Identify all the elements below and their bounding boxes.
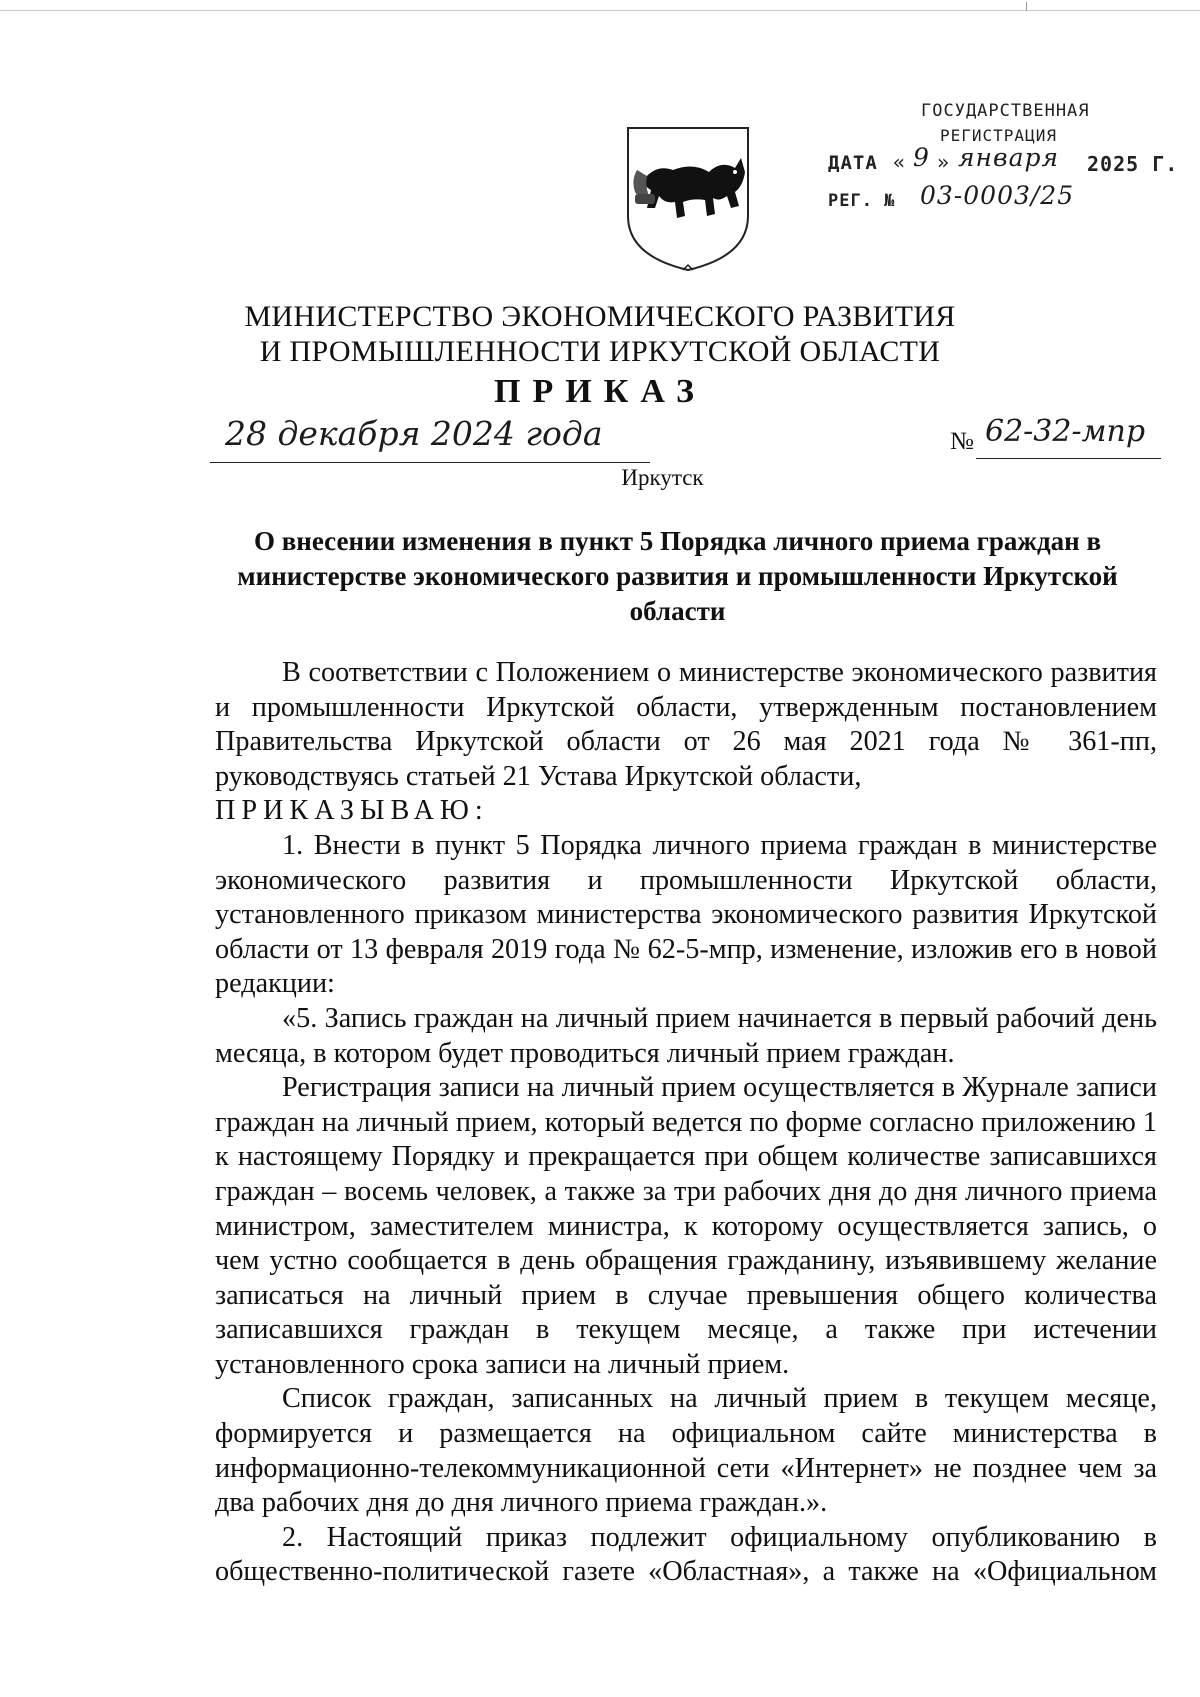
stamp-date-year: 2025 Г. — [1087, 152, 1179, 176]
stamp-reg-label: РЕГ. № — [828, 191, 896, 211]
ministry-name-line1: МИНИСТЕРСТВО ЭКОНОМИЧЕСКОГО РАЗВИТИЯ — [244, 300, 956, 333]
quote-paragraph-1: «5. Запись граждан на личный прием начинается в первый рабочий день месяца, в котором будет проводиться личный прием граждан. — [215, 1002, 1157, 1069]
handwritten-number: 62-32-мпр — [985, 414, 1146, 449]
stamp-date-open-quote: « — [893, 150, 907, 174]
stamp-reg-number: 03-0003/25 — [920, 181, 1075, 210]
item-1-paragraph: 1. Внести в пункт 5 Порядка личного приема граждан в министерстве экономического развития и промышленности Иркутской области, установленного приказом министерства экономического развития Иркутской области от 13 февраля 2019 года № 62-5-мпр, изменение, изложив его в новой редакции: — [215, 829, 1157, 1000]
item-2-line-2: общественно-политической газете «Областная», а также на «Официальном — [215, 1556, 1157, 1588]
order-subject: О внесении изменения в пункт 5 Порядка личного приема граждан в министерстве экономического развития и промышленности Иркутской области — [237, 526, 1118, 626]
document-type-title: ПРИКАЗ — [494, 373, 706, 410]
quote-paragraph-3: Список граждан, записанных на личный прием в текущем месяце, формируется и размещается на официальном сайте министерства в информационно-телекоммуникационной сети «Интернет» не позднее чем за два рабочих дня до дня личного приема граждан.». — [215, 1383, 1157, 1519]
stamp-line1: ГОСУДАРСТВЕННАЯ — [921, 101, 1090, 121]
irkutsk-coat-of-arms-icon — [623, 124, 753, 274]
stamp-date-day: 9 — [913, 143, 930, 172]
stamp-date-label: ДАТА — [828, 152, 878, 174]
ministry-name-line2: И ПРОМЫШЛЕННОСТИ ИРКУТСКОЙ ОБЛАСТИ — [259, 335, 941, 368]
scan-edge-line — [0, 10, 1200, 11]
city-name: Иркутск — [621, 465, 704, 490]
stamp-date-close-quote: » — [937, 150, 951, 174]
scan-edge-tick — [1026, 2, 1027, 11]
stamp-date-month: января — [958, 143, 1060, 172]
stamp-line2: РЕГИСТРАЦИЯ — [940, 126, 1057, 145]
number-underline — [976, 458, 1161, 459]
order-word: ПРИКАЗЫВАЮ: — [215, 795, 489, 827]
handwritten-date: 28 декабря 2024 года — [225, 414, 603, 453]
preamble-paragraph: В соответствии с Положением о министерстве экономического развития и промышленности Иркутской области, утвержденным постановлением Правительства Иркутской области от 26 мая 2021 года № 361-пп, руководствуясь статьей 21 Устава Иркутской области, — [215, 657, 1157, 792]
order-body — [215, 656, 1157, 1590]
quote-paragraph-2: Регистрация записи на личный прием осуществляется в Журнале записи граждан на личный прием, который ведется по форме согласно приложению 1 к настоящему Порядку и прекращается при общем количестве записавшихся граждан – восемь человек, а также за три рабочих дня до дня личного приема министром, заместителем министра, к которому осуществляется запись, о чем устно сообщается в день обращения гражданину, изъявившему желание записаться на личный прием в случае превышения общего количества записавшихся граждан в текущем месяце, а также при истечении установленного срока записи на личный прием. — [215, 1072, 1157, 1380]
number-label: № — [950, 428, 974, 455]
item-2-line-1: 2. Настоящий приказ подлежит официальному опубликованию в — [282, 1521, 1157, 1553]
date-underline — [210, 462, 650, 463]
